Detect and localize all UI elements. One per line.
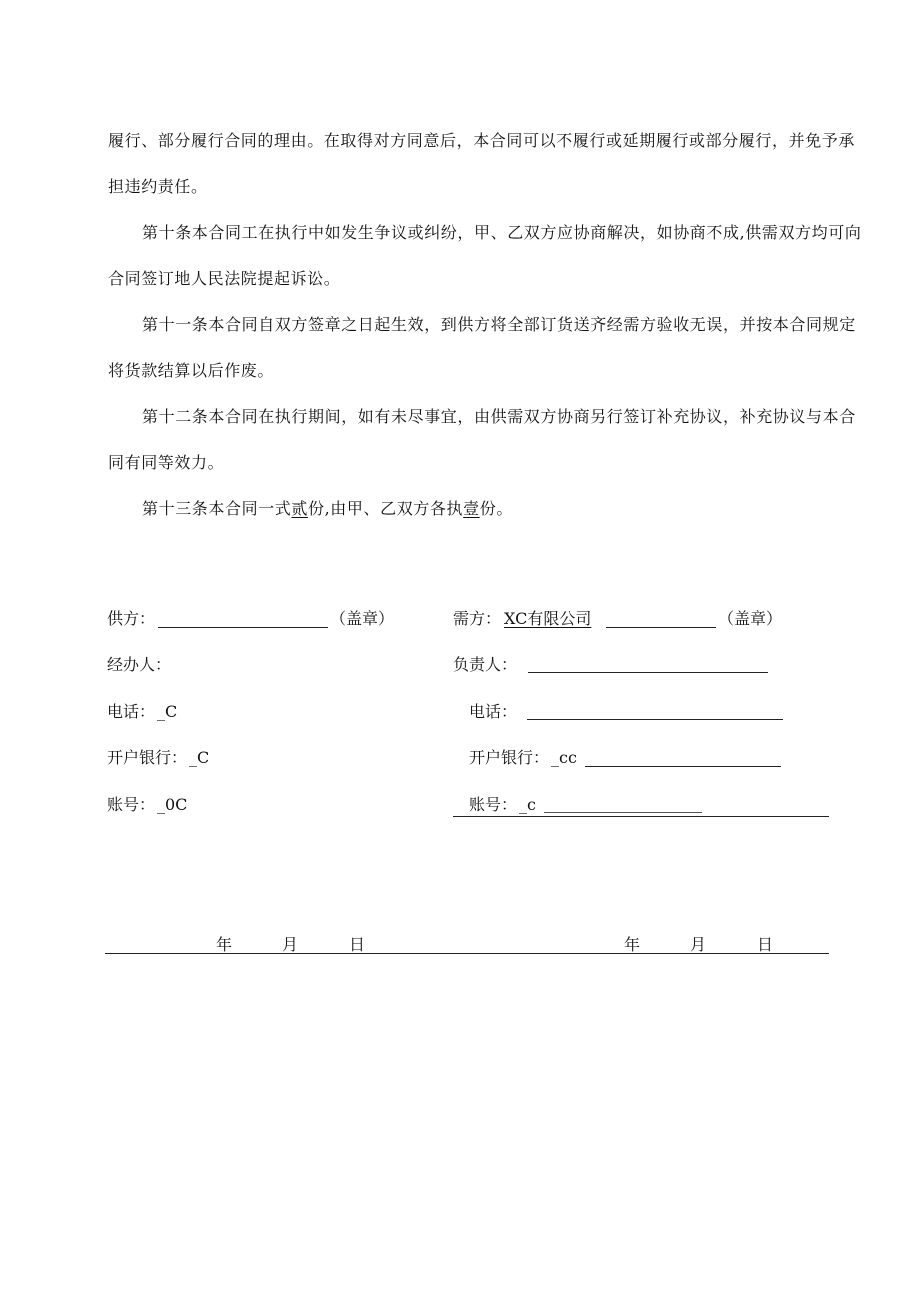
supplier-name-line bbox=[158, 627, 328, 628]
buyer-account-value: _c bbox=[519, 795, 536, 814]
supplier-account-value: _0C bbox=[157, 795, 188, 814]
buyer-phone-label: 电话： bbox=[469, 702, 518, 721]
supplier-bank-label: 开户银行： bbox=[107, 748, 188, 767]
supplier-date-year: 年 bbox=[216, 935, 233, 954]
clause-13-each: 壹 bbox=[463, 499, 480, 518]
buyer-bank-line bbox=[585, 766, 781, 767]
buyer-company: XC有限公司 bbox=[504, 609, 592, 628]
supplier-seal: （盖章） bbox=[330, 609, 395, 628]
supplier-label: 供方： bbox=[107, 609, 156, 628]
supplier-bank-value: _C bbox=[189, 748, 210, 767]
supplier-agent-label: 经办人： bbox=[107, 655, 172, 674]
buyer-account-line bbox=[453, 816, 829, 817]
supplier-date-day: 日 bbox=[349, 935, 366, 954]
buyer-label: 需方： bbox=[453, 609, 502, 628]
supplier-phone-value: _C bbox=[157, 702, 178, 721]
date-line bbox=[105, 953, 829, 954]
buyer-date-month: 月 bbox=[690, 935, 707, 954]
clause-10: 第十条本合同工在执行中如发生争议或纠纷，甲、乙双方应协商解决，如协商不成,供需双方均可向合同签订地人民法院提起诉讼。 bbox=[108, 223, 862, 288]
buyer-account-label: 账号： bbox=[469, 795, 518, 814]
clause-13-before: 第十三条本合同一式 bbox=[142, 499, 292, 518]
buyer-name-line bbox=[606, 627, 716, 628]
buyer-head-label: 负责人： bbox=[453, 655, 518, 674]
buyer-phone-line bbox=[527, 719, 783, 720]
buyer-date-year: 年 bbox=[624, 935, 641, 954]
buyer-bank-label: 开户银行： bbox=[469, 748, 550, 767]
buyer-date-day: 日 bbox=[757, 935, 774, 954]
clause-13-middle: 份,由甲、乙双方各执 bbox=[308, 499, 464, 518]
supplier-account-label: 账号： bbox=[107, 795, 156, 814]
supplier-phone-label: 电话： bbox=[107, 702, 156, 721]
buyer-account-inner-line bbox=[544, 812, 702, 813]
buyer-bank-value: _cc bbox=[551, 748, 577, 767]
clause-11: 第十一条本合同自双方签章之日起生效，到供方将全部订货送齐经需方验收无误，并按本合同规定将货款结算以后作废。 bbox=[108, 315, 856, 380]
clause-13-copies: 贰 bbox=[291, 499, 309, 518]
clause-13-after: 份。 bbox=[479, 499, 513, 518]
supplier-date-month: 月 bbox=[282, 935, 299, 954]
buyer-head-line bbox=[528, 672, 768, 673]
paragraph-continuation: 履行、部分履行合同的理由。在取得对方同意后，本合同可以不履行或延期履行或部分履行，并免予承担违约责任。 bbox=[108, 131, 856, 196]
buyer-seal: （盖章） bbox=[718, 609, 783, 628]
clause-12: 第十二条本合同在执行期间，如有未尽事宜，由供需双方协商另行签订补充协议，补充协议与本合同有同等效力。 bbox=[108, 407, 856, 472]
clause-13 bbox=[108, 486, 870, 532]
